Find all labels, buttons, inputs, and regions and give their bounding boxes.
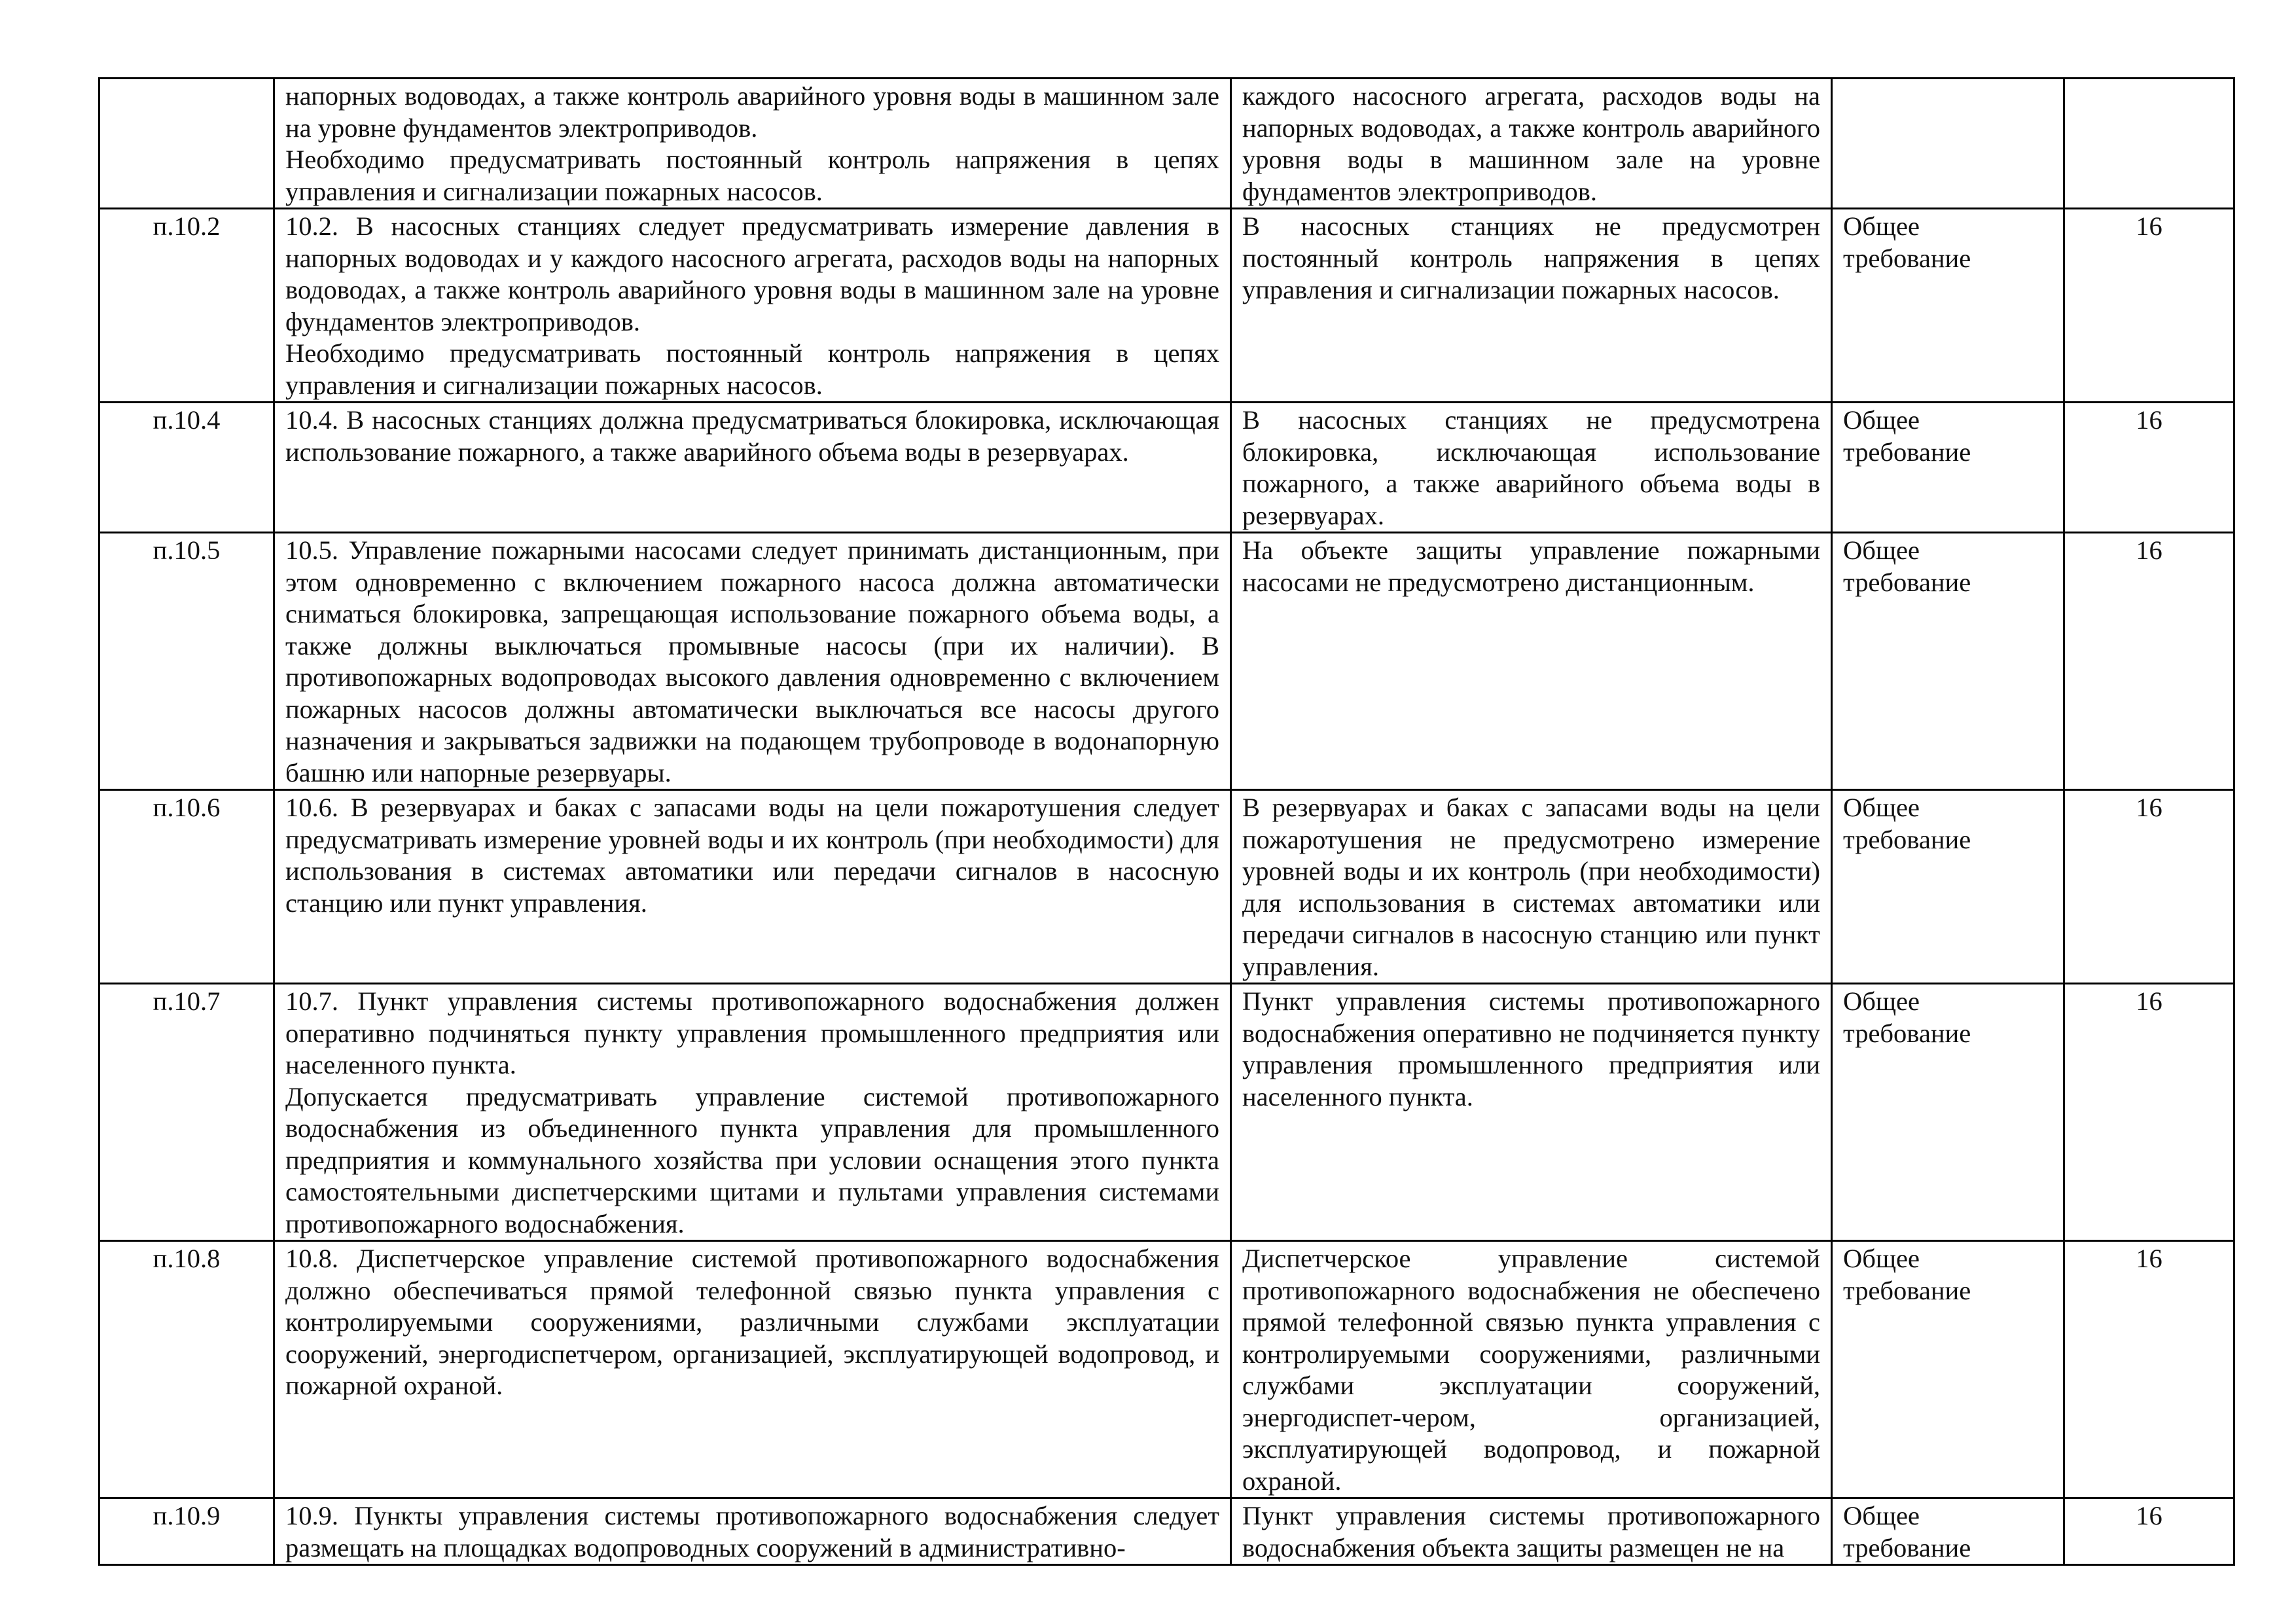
requirement-kind-cell: Общее требование — [1832, 209, 2064, 403]
page-number-cell: 16 — [2064, 1241, 2234, 1498]
requirement-paragraph: 10.4. В насосных станциях должна предусматриваться блокировка, исключающая использование пожарного, а также аварийного объема воды в резервуарах. — [285, 405, 1219, 467]
requirement-paragraph: Допускается предусматривать управление системой противопожарного водоснабжения из объединенного пункта управления для промышленного предприятия и коммунального хозяйства при условии оснащения этого пункта самостоятельными диспетчерскими щитами и пультами управления системами противопожарного водоснабжения. — [285, 1081, 1219, 1238]
requirement-kind-cell: Общее требование — [1832, 1241, 2064, 1498]
clause-cell: п.10.9 — [99, 1498, 274, 1565]
requirement-paragraph: 10.9. Пункты управления системы противопожарного водоснабжения следует размещать на площадках водопроводных сооружений в административно- — [285, 1501, 1219, 1562]
requirement-cell — [274, 790, 1231, 984]
page-number-cell: 16 — [2064, 790, 2234, 984]
clause-cell: п.10.6 — [99, 790, 274, 984]
violation-cell — [1231, 790, 1832, 984]
clause-cell: п.10.5 — [99, 533, 274, 790]
violation-cell — [1231, 984, 1832, 1241]
violation-cell — [1231, 533, 1832, 790]
requirement-paragraph: Необходимо предусматривать постоянный контроль напряжения в цепях управления и сигнализации пожарных насосов. — [285, 145, 1219, 206]
violation-paragraph: каждого насосного агрегата, расходов воды на напорных водоводах, а также контроль аварийного уровня воды в машинном зале на уровне фундаментов электроприводов. — [1242, 81, 1820, 206]
violation-cell — [1231, 1498, 1832, 1565]
clause-cell: п.10.2 — [99, 209, 274, 403]
table-row — [99, 79, 2234, 209]
document-page — [98, 77, 2233, 1566]
requirement-paragraph: Необходимо предусматривать постоянный контроль напряжения в цепях управления и сигнализации пожарных насосов. — [285, 338, 1219, 400]
page-number-cell: 16 — [2064, 209, 2234, 403]
requirement-kind-cell: Общее требование — [1832, 984, 2064, 1241]
table-row — [99, 403, 2234, 533]
table-row — [99, 533, 2234, 790]
requirement-kind-cell: Общее требование — [1832, 1498, 2064, 1565]
requirement-cell — [274, 1241, 1231, 1498]
clause-cell: п.10.4 — [99, 403, 274, 533]
violation-cell — [1231, 209, 1832, 403]
page-number-cell: 16 — [2064, 533, 2234, 790]
clause-cell — [99, 79, 274, 209]
violation-paragraph: В насосных станциях не предусмотрена блокировка, исключающая использование пожарного, а также аварийного объема воды в резервуарах. — [1242, 405, 1820, 530]
violation-cell — [1231, 403, 1832, 533]
violation-paragraph: На объекте защиты управление пожарными насосами не предусмотрено дистанционным. — [1242, 535, 1820, 597]
requirement-cell — [274, 533, 1231, 790]
requirement-kind-cell: Общее требование — [1832, 790, 2064, 984]
violation-paragraph: Пункт управления системы противопожарного водоснабжения объекта защиты размещен не на — [1242, 1501, 1820, 1562]
table-row — [99, 984, 2234, 1241]
page-number-cell — [2064, 79, 2234, 209]
requirement-paragraph: 10.6. В резервуарах и баках с запасами воды на цели пожаротушения следует предусматривать измерение уровней воды и их контроль (при необходимости) для использования в системах автоматики или передачи сигналов в насосную станцию или пункт управления. — [285, 793, 1219, 918]
requirement-cell — [274, 209, 1231, 403]
requirement-cell — [274, 1498, 1231, 1565]
page-number-cell: 16 — [2064, 984, 2234, 1241]
requirement-cell — [274, 984, 1231, 1241]
requirement-cell — [274, 403, 1231, 533]
table-row — [99, 790, 2234, 984]
requirements-table — [98, 77, 2235, 1566]
page-number-cell: 16 — [2064, 1498, 2234, 1565]
violation-paragraph: Пункт управления системы противопожарного водоснабжения оперативно не подчиняется пункту управления промышленного предприятия или населенного пункта. — [1242, 986, 1820, 1111]
requirement-paragraph: 10.2. В насосных станциях следует предусматривать измерение давления в напорных водоводах и у каждого насосного агрегата, расходов воды на напорных водоводах, а также контроль аварийного уровня воды в машинном зале на уровне фундаментов электроприводов. — [285, 211, 1219, 336]
table-row — [99, 1241, 2234, 1498]
violation-paragraph: В насосных станциях не предусмотрен постоянный контроль напряжения в цепях управления и сигнализации пожарных насосов. — [1242, 211, 1820, 304]
requirement-paragraph: 10.8. Диспетчерское управление системой противопожарного водоснабжения должно обеспечиваться прямой телефонной связью пункта управления с контролируемыми сооружениями, различными службами эксплуатации сооружений, энергодиспетчером, организацией, эксплуатирующей водопровод, и пожарной охраной. — [285, 1244, 1219, 1400]
table-row — [99, 209, 2234, 403]
violation-paragraph: Диспетчерское управление системой противопожарного водоснабжения не обеспечено прямой телефонной связью пункта управления с контролируемыми сооружениями, различными службами эксплуатации сооружений, энергодиспет-чером, организацией, эксплуатирующей водопровод, и пожарной охраной. — [1242, 1244, 1820, 1496]
requirement-cell — [274, 79, 1231, 209]
requirement-paragraph: 10.5. Управление пожарными насосами следует принимать дистанционным, при этом одновременно с включением пожарного насоса должна автоматически сниматься блокировка, запрещающая использование пожарного объема воды, а также должны выключаться промывные насосы (при их наличии). В противопожарных водопроводах высокого давления одновременно с включением пожарных насосов должны автоматически выключаться все насосы другого назначения и закрываться задвижки на подающем трубопроводе в водонапорную башню или напорные резервуары. — [285, 535, 1219, 787]
requirement-kind-cell — [1832, 79, 2064, 209]
violation-cell — [1231, 79, 1832, 209]
clause-cell: п.10.8 — [99, 1241, 274, 1498]
requirement-kind-cell: Общее требование — [1832, 533, 2064, 790]
requirement-paragraph: 10.7. Пункт управления системы противопожарного водоснабжения должен оперативно подчиняться пункту управления промышленного предприятия или населенного пункта. — [285, 986, 1219, 1079]
requirement-kind-cell: Общее требование — [1832, 403, 2064, 533]
violation-paragraph: В резервуарах и баках с запасами воды на цели пожаротушения не предусмотрено измерение уровней воды и их контроль (при необходимости) для использования в системах автоматики или передачи сигналов в насосную станцию или пункт управления. — [1242, 793, 1820, 981]
table-row — [99, 1498, 2234, 1565]
requirement-paragraph: напорных водоводах, а также контроль аварийного уровня воды в машинном зале на уровне фундаментов электроприводов. — [285, 81, 1219, 143]
page-number-cell: 16 — [2064, 403, 2234, 533]
violation-cell — [1231, 1241, 1832, 1498]
clause-cell: п.10.7 — [99, 984, 274, 1241]
